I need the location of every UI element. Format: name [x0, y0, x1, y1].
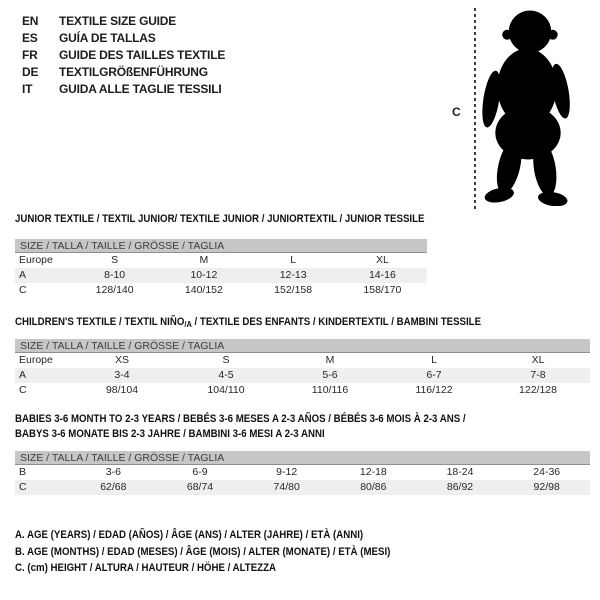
size-cell: M [199, 254, 209, 266]
table-row-height-cm [15, 383, 590, 398]
babies-size-table [15, 451, 590, 495]
size-cell: 12-18 [359, 466, 387, 478]
size-header-bar: SIZE / TALLA / TAILLE / GRÖSSE / TAGLIA [15, 339, 590, 353]
height-measure-figure [445, 6, 597, 212]
size-cell: M [325, 354, 335, 366]
row-label: A [19, 369, 27, 381]
size-cell: XL [375, 254, 389, 266]
size-cell: 110/116 [311, 384, 349, 396]
lang-row-de [22, 64, 225, 81]
size-cell: XL [531, 354, 545, 366]
row-label: A [19, 269, 27, 281]
lang-title: GUIDE DES TAILLES TEXTILE [59, 48, 226, 62]
height-measure-label-c: C [452, 105, 461, 119]
size-cell: L [431, 354, 437, 366]
lang-row-fr [22, 47, 225, 64]
footnote-age-years: A. AGE (YEARS) / EDAD (AÑOS) / ÂGE (ANS) / ALTER (JAHRE) / ETÀ (ANNI) [15, 529, 364, 541]
table-row-height-cm [15, 480, 590, 495]
table-row-age-years [15, 368, 590, 383]
size-header-bar: SIZE / TALLA / TAILLE / GRÖSSE / TAGLIA [15, 451, 590, 465]
size-cell: L [290, 254, 297, 266]
table-row-europe [15, 353, 590, 368]
children-size-table [15, 339, 590, 398]
row-label: C [19, 481, 27, 493]
table-row-europe [15, 253, 427, 268]
babies-title-line1: BABIES 3-6 MONTH TO 2-3 YEARS / BEBÉS 3-6 MESES A 2-3 AÑOS / BÉBÉS 3-6 MOIS À 2-3 ANS / [15, 413, 466, 425]
children-table-title [15, 315, 481, 330]
size-cell: 128/140 [95, 284, 134, 296]
size-cell: 10-12 [190, 269, 218, 281]
row-label: Europe [19, 254, 53, 266]
lang-row-en [22, 13, 225, 30]
lang-title: TEXTILGRÖßENFÜHRUNG [59, 65, 208, 79]
size-cell: 6-7 [426, 369, 442, 381]
junior-size-table [15, 239, 427, 298]
footnote-height: C. (cm) HEIGHT / ALTURA / HAUTEUR / HÖHE / ALTEZZA [15, 562, 277, 574]
size-cell: 152/158 [274, 284, 313, 296]
size-cell: 98/104 [105, 384, 139, 396]
size-cell: 5-6 [322, 369, 338, 381]
size-cell: 80/86 [360, 481, 387, 493]
lang-row-es [22, 30, 225, 47]
junior-table-title: JUNIOR TEXTILE / TEXTIL JUNIOR/ TEXTILE JUNIOR / JUNIORTEXTIL / JUNIOR TESSILE [15, 213, 425, 225]
size-cell: XS [114, 354, 129, 366]
table-row-age-years [15, 268, 427, 283]
row-label: B [19, 466, 27, 478]
size-cell: 92/98 [533, 481, 560, 493]
size-cell: S [111, 254, 119, 266]
size-cell: S [222, 354, 230, 366]
lang-code: DE [22, 65, 39, 79]
toddler-silhouette [482, 8, 574, 206]
size-cell: 6-9 [192, 466, 208, 478]
table-row-height-cm [15, 283, 427, 298]
size-cell: 4-5 [218, 369, 234, 381]
height-measure-dashed-line [474, 8, 476, 209]
lang-code: EN [22, 14, 39, 28]
size-cell: 12-13 [279, 269, 307, 281]
size-cell: 122/128 [519, 384, 557, 396]
size-cell: 18-24 [446, 466, 474, 478]
footnote-age-months: B. AGE (MONTHS) / EDAD (MESES) / ÂGE (MOIS) / ALTER (MONATE) / ETÀ (MESI) [15, 545, 391, 558]
lang-code: ES [22, 31, 38, 45]
table-row-age-months [15, 465, 590, 480]
size-cell: 86/92 [446, 481, 474, 493]
children-title-pre: CHILDREN'S TEXTILE / TEXTIL NIÑO [15, 316, 185, 328]
lang-title: GUÍA DE TALLAS [59, 31, 156, 45]
size-cell: 158/170 [363, 284, 402, 296]
lang-title: TEXTILE SIZE GUIDE [59, 14, 177, 28]
size-cell: 14-16 [368, 269, 396, 281]
row-label: C [19, 384, 27, 396]
size-cell: 3-4 [114, 369, 130, 381]
row-label: C [19, 284, 27, 296]
children-title-sub: /A [184, 319, 192, 329]
size-cell: 116/122 [415, 384, 453, 396]
babies-table-title [15, 412, 466, 442]
size-cell: 62/68 [100, 481, 127, 493]
size-cell: 9-12 [276, 466, 298, 478]
size-cell: 104/110 [207, 384, 245, 396]
children-title-post: / TEXTILE DES ENFANTS / KINDERTEXTIL / BAMBINI TESSILE [191, 316, 482, 328]
size-cell: 8-10 [104, 269, 126, 281]
lang-code: FR [22, 48, 38, 62]
lang-code: IT [22, 82, 33, 96]
legend-footnotes [15, 527, 442, 577]
size-cell: 140/152 [184, 284, 223, 296]
row-label: Europe [19, 354, 53, 366]
size-header-bar: SIZE / TALLA / TAILLE / GRÖSSE / TAGLIA [15, 239, 427, 253]
babies-title-line2: BABYS 3-6 MONATE BIS 2-3 JAHRE / BAMBINI 3-6 MESI A 2-3 ANNI [15, 428, 325, 440]
size-cell: 3-6 [105, 466, 121, 478]
size-cell: 74/80 [273, 481, 300, 493]
size-cell: 68/74 [186, 481, 214, 493]
size-cell: 24-36 [533, 466, 561, 478]
lang-title: GUIDA ALLE TAGLIE TESSILI [59, 82, 222, 96]
language-title-list [22, 13, 225, 98]
lang-row-it [22, 81, 225, 98]
size-cell: 7-8 [530, 369, 546, 381]
